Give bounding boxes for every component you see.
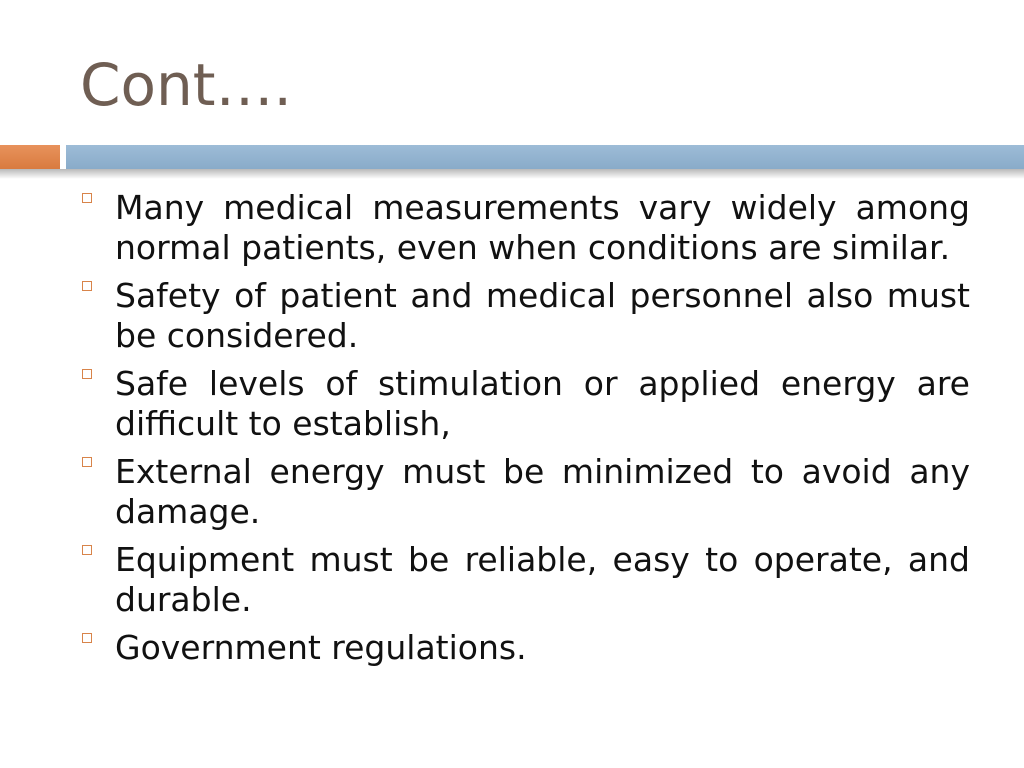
slide-title: Cont…. [80, 51, 292, 119]
bullet-item [78, 452, 970, 532]
square-bullet-icon [82, 281, 92, 291]
square-bullet-icon [82, 633, 92, 643]
bullet-text: Equipment must be reliable, easy to operate, and durable. [115, 540, 970, 619]
bullet-list [78, 188, 970, 676]
square-bullet-icon [82, 457, 92, 467]
bullet-text: External energy must be minimized to avoid any damage. [115, 452, 970, 531]
bullet-item [78, 628, 970, 668]
square-bullet-icon [82, 193, 92, 203]
square-bullet-icon [82, 369, 92, 379]
bullet-text: Safety of patient and medical personnel also must be considered. [115, 276, 970, 355]
bullet-text: Safe levels of stimulation or applied energy are difficult to establish, [115, 364, 970, 443]
bullet-text: Government regulations. [115, 628, 527, 667]
bullet-text: Many medical measurements vary widely among normal patients, even when conditions are similar. [115, 188, 970, 267]
accent-bar-orange [0, 145, 60, 169]
accent-bar-shadow [0, 169, 1024, 179]
accent-bar-blue [66, 145, 1024, 169]
bullet-item [78, 540, 970, 620]
bullet-item [78, 364, 970, 444]
bullet-item [78, 276, 970, 356]
square-bullet-icon [82, 545, 92, 555]
bullet-item [78, 188, 970, 268]
